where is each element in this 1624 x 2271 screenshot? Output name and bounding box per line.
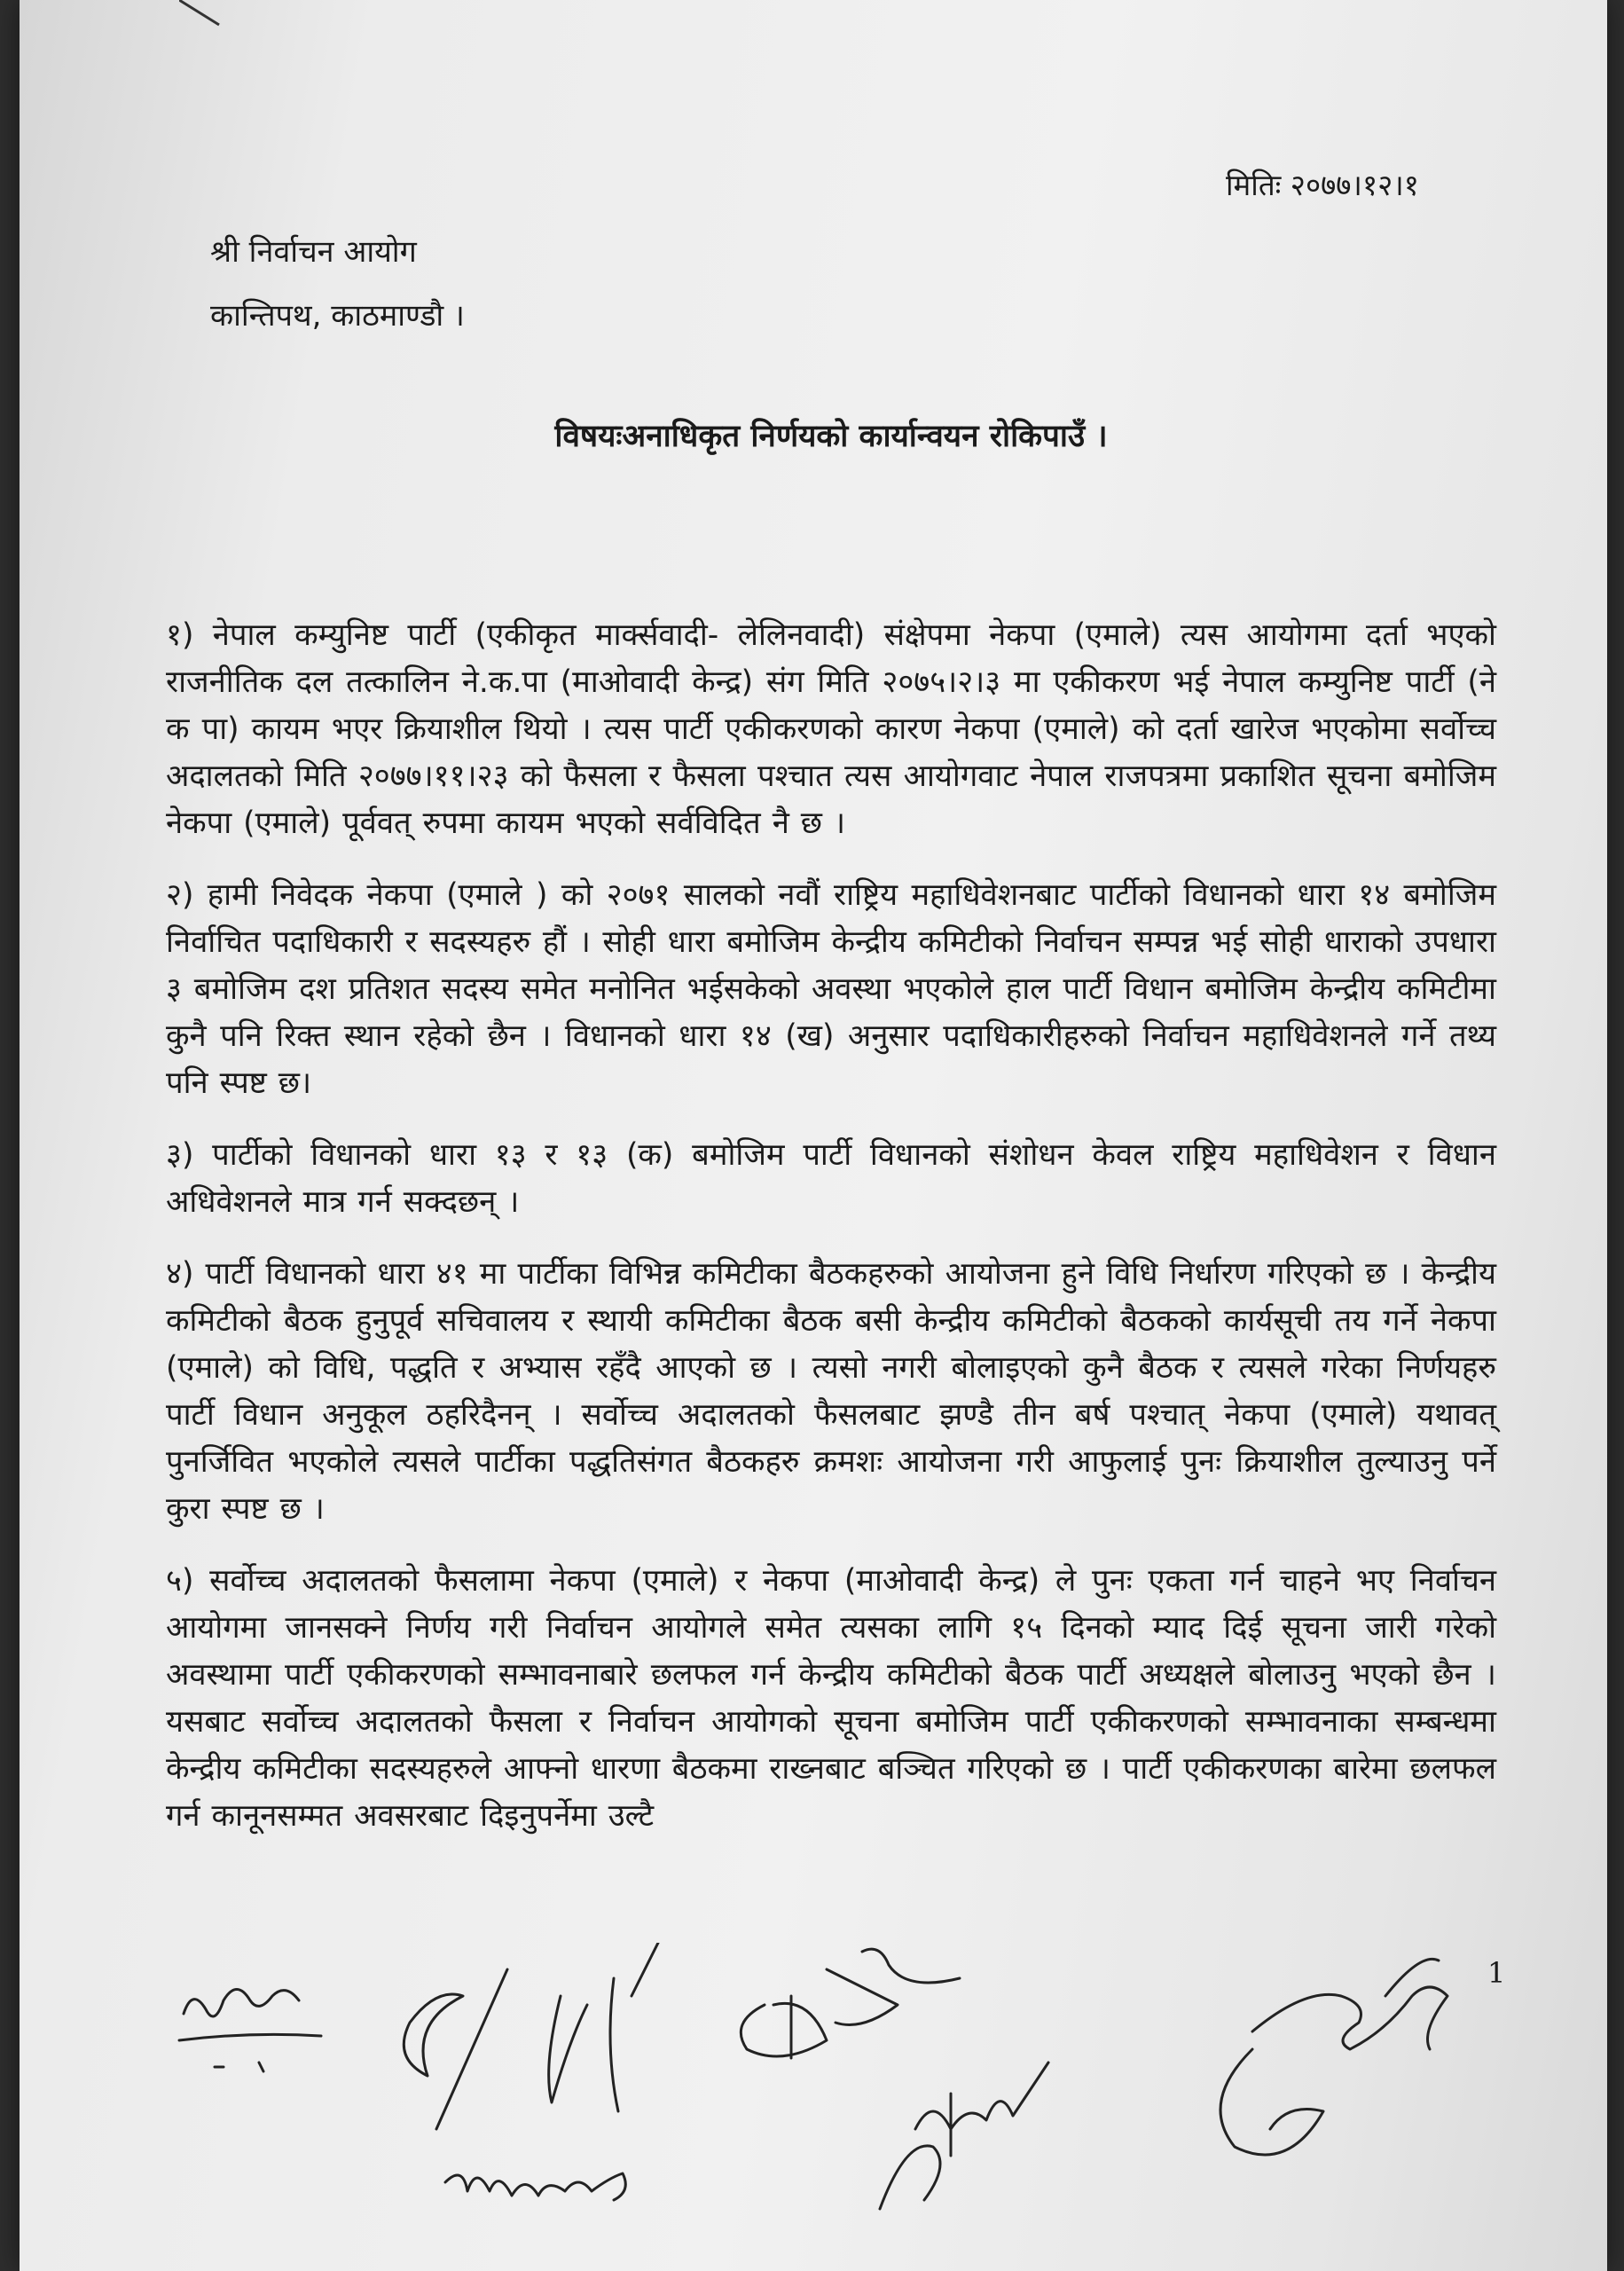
addressee-block [210, 220, 465, 348]
addressee-line-2: कान्तिपथ, काठमाण्डौ । [210, 298, 465, 334]
letter-body [166, 612, 1496, 1865]
signature-4 [1220, 1959, 1447, 2155]
page-number: 1 [1487, 1956, 1506, 1990]
signature-3-note [880, 2063, 1048, 2209]
signature-2 [404, 1943, 667, 2129]
signature-3 [741, 1949, 960, 2058]
paragraph-5: ५) सर्वोच्च अदालतको फैसलामा नेकपा (एमाले) र नेकपा (माओवादी केन्द्र) ले पुनः एकता गर्न चाहने भए निर्वाचन आयोगमा जानसक्ने निर्णय गरी निर्वाचन आयोगले समेत त्यसका लागि १५ दिनको म्याद दिई सूचना जारी गरेको अवस्थामा पार्टी एकीकरणको सम्भावनाबारे छलफल गर्न केन्द्रीय कमिटीको बैठक पार्टी अध्यक्षले बोलाउनु भएको छैन । यसबाट सर्वोच्च अदालतको फैसला र निर्वाचन आयोगको सूचना बमोजिम पार्टी एकीकरणको सम्भावनाका सम्बन्धमा केन्द्रीय कमिटीका सदस्यहरुले आफ्नो धारणा बैठकमा राख्नबाट बञ्चित गरिएको छ । पार्टी एकीकरणका बारेमा छलफल गर्न कानूनसम्मत अवसरबाट दिइनुपर्नेमा उल्टै [166, 1563, 1496, 1834]
signatures-drawing [153, 1943, 1527, 2227]
paragraph-3: ३) पार्टीको विधानको धारा १३ र १३ (क) बमोजिम पार्टी विधानको संशोधन केवल राष्ट्रिय महाधिवेशन र विधान अधिवेशनले मात्र गर्न सक्दछन् । [166, 1137, 1496, 1220]
subject-text: विषयःअनाधिकृत निर्णयको कार्यान्वयन रोकिपाउँ । [554, 419, 1108, 454]
signatures-area [153, 1943, 1527, 2227]
letter-date: मितिः २०७७।१२।१ [1226, 168, 1419, 202]
signature-2-date [445, 2173, 625, 2200]
addressee-line-1: श्री निर्वाचन आयोग [210, 234, 417, 270]
paragraph-2: २) हामी निवेदक नेकपा (एमाले ) को २०७१ सालको नवौं राष्ट्रिय महाधिवेशनबाट पार्टीको विधानको धारा १४ बमोजिम निर्वाचित पदाधिकारी र सदस्यहरु हौं । सोही धारा बमोजिम केन्द्रीय कमिटीको निर्वाचन सम्पन्न भई सोही धाराको उपधारा ३ बमोजिम दश प्रतिशत सदस्य समेत मनोनित भईसकेको अवस्था भएकोले हाल पार्टी विधान बमोजिम केन्द्रीय कमिटीमा कुनै पनि रिक्त स्थान रहेको छैन । विधानको धारा १४ (ख) अनुसार पदाधिकारीहरुको निर्वाचन महाधिवेशनले गर्ने तथ्य पनि स्पष्ट छ। [166, 877, 1496, 1101]
signature-1 [179, 1990, 321, 2072]
paragraph-4: ४) पार्टी विधानको धारा ४१ मा पार्टीका विभिन्न कमिटीका बैठकहरुको आयोजना हुने विधि निर्धारण गरिएको छ । केन्द्रीय कमिटीको बैठक हुनुपूर्व सचिवालय र स्थायी कमिटीका बैठक बसी केन्द्रीय कमिटीको बैठकको कार्यसूची तय गर्ने नेकपा (एमाले) को विधि, पद्धति र अभ्यास रहँदै आएको छ । त्यसो नगरी बोलाइएको कुनै बैठक र त्यसले गरेका निर्णयहरु पार्टी विधान अनुकूल ठहरिदैनन् । सर्वोच्च अदालतको फैसलबाट झण्डै तीन बर्ष पश्चात् नेकपा (एमाले) यथावत् पुनर्जिवित भएकोले त्यसले पार्टीका पद्धतिसंगत बैठकहरु क्रमशः आयोजना गरी आफुलाई पुनः क्रियाशील तुल्याउनु पर्ने कुरा स्पष्ट छ । [166, 1256, 1496, 1527]
letter-page [20, 0, 1607, 2271]
paragraph-1: १) नेपाल कम्युनिष्ट पार्टी (एकीकृत मार्क्सवादी- लेलिनवादी) संक्षेपमा नेकपा (एमाले) त्यस आयोगमा दर्ता भएको राजनीतिक दल तत्कालिन ने.क.पा (माओवादी केन्द्र) संग मिति २०७५।२।३ मा एकीकरण भई नेपाल कम्युनिष्ट पार्टी (ने क पा) कायम भएर क्रियाशील थियो । त्यस पार्टी एकीकरणको कारण नेकपा (एमाले) को दर्ता खारेज भएकोमा सर्वोच्च अदालतको मिति २०७७।११।२३ को फैसला र फैसला पश्चात त्यस आयोगवाट नेपाल राजपत्रमा प्रकाशित सूचना बमोजिम नेकपा (एमाले) पूर्ववत् रुपमा कायम भएको सर्वविदित नै छ । [166, 617, 1496, 841]
subject-line [20, 414, 1607, 456]
pen-mark [179, 0, 250, 35]
